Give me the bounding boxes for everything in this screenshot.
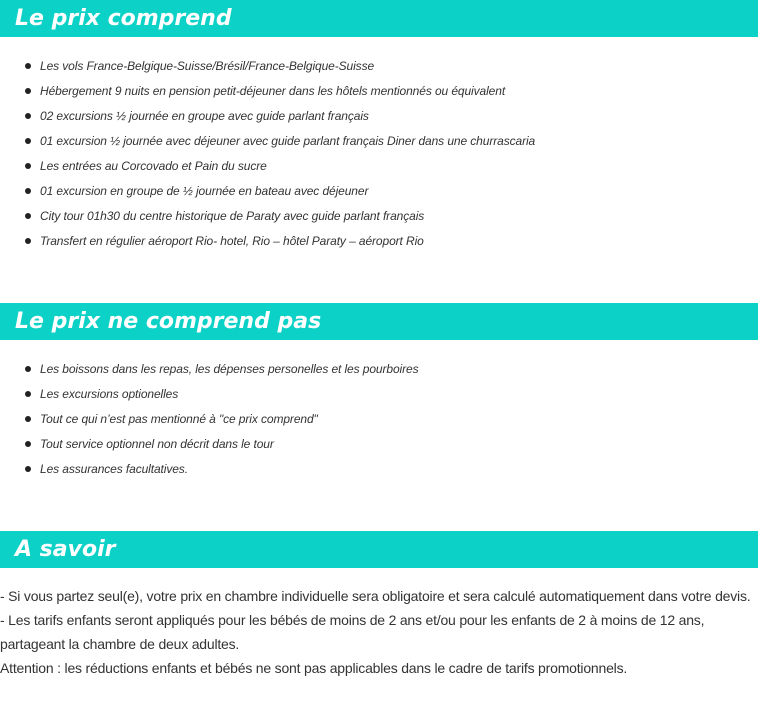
- list-item: [0, 432, 418, 457]
- bullet-icon: [25, 366, 31, 372]
- list-item: [0, 104, 535, 129]
- bullet-icon: [25, 466, 31, 472]
- list-item: [0, 357, 418, 382]
- excluded-section-header: [0, 303, 758, 340]
- bullet-icon: [25, 391, 31, 397]
- list-item-text: 01 excursion en groupe de ½ journée en bateau avec déjeuner: [40, 184, 369, 198]
- bullet-icon: [25, 188, 31, 194]
- list-item: [0, 204, 535, 229]
- bullet-icon: [25, 113, 31, 119]
- savoir-section-title: A savoir: [15, 537, 116, 562]
- savoir-paragraph-single-room: - Si vous partez seul(e), votre prix en chambre individuelle sera obligatoire et sera calculé automatiquement dans votre devis.: [0, 588, 751, 604]
- list-item: [0, 179, 535, 204]
- list-item-text: City tour 01h30 du centre historique de Paraty avec guide parlant français: [40, 209, 425, 223]
- bullet-icon: [25, 441, 31, 447]
- bullet-icon: [25, 213, 31, 219]
- list-item: [0, 129, 535, 154]
- savoir-text-block: [0, 584, 756, 680]
- savoir-paragraph-attention: Attention : les réductions enfants et bébés ne sont pas applicables dans le cadre de tarifs promotionnels.: [0, 660, 628, 676]
- included-section-title: Le prix comprend: [15, 6, 232, 31]
- list-item-text: Tout ce qui n’est pas mentionné à "ce prix comprend": [40, 412, 318, 426]
- list-item-text: 02 excursions ½ journée en groupe avec guide parlant français: [40, 109, 369, 123]
- included-list: [0, 54, 535, 254]
- list-item-text: 01 excursion ½ journée avec déjeuner avec guide parlant français Diner dans une churrascaria: [40, 134, 536, 148]
- list-item-text: Transfert en régulier aéroport Rio- hotel, Rio – hôtel Paraty – aéroport Rio: [40, 234, 424, 248]
- list-item-text: Les entrées au Corcovado et Pain du sucre: [40, 159, 267, 173]
- bullet-icon: [25, 138, 31, 144]
- list-item-text: Les vols France-Belgique-Suisse/Brésil/France-Belgique-Suisse: [40, 59, 375, 73]
- list-item-text: Les boissons dans les repas, les dépenses personelles et les pourboires: [40, 362, 419, 376]
- bullet-icon: [25, 63, 31, 69]
- list-item-text: Tout service optionnel non décrit dans le tour: [40, 437, 274, 451]
- bullet-icon: [25, 238, 31, 244]
- list-item: [0, 457, 418, 482]
- list-item: [0, 382, 418, 407]
- list-item: [0, 54, 535, 79]
- savoir-paragraph-children-rates: - Les tarifs enfants seront appliqués pour les bébés de moins de 2 ans et/ou pour les enfants de 2 à moins de 12 ans, partageant la chambre de deux adultes.: [0, 612, 705, 652]
- bullet-icon: [25, 88, 31, 94]
- list-item: [0, 154, 535, 179]
- excluded-list: [0, 357, 418, 482]
- savoir-section-header: [0, 531, 758, 568]
- list-item-text: Hébergement 9 nuits en pension petit-déjeuner dans les hôtels mentionnés ou équivalent: [40, 84, 506, 98]
- list-item: [0, 79, 535, 104]
- bullet-icon: [25, 163, 31, 169]
- bullet-icon: [25, 416, 31, 422]
- list-item-text: Les excursions optionelles: [40, 387, 179, 401]
- list-item-text: Les assurances facultatives.: [40, 462, 188, 476]
- excluded-section-title: Le prix ne comprend pas: [15, 309, 322, 334]
- list-item: [0, 407, 418, 432]
- included-section-header: [0, 0, 758, 37]
- list-item: [0, 229, 535, 254]
